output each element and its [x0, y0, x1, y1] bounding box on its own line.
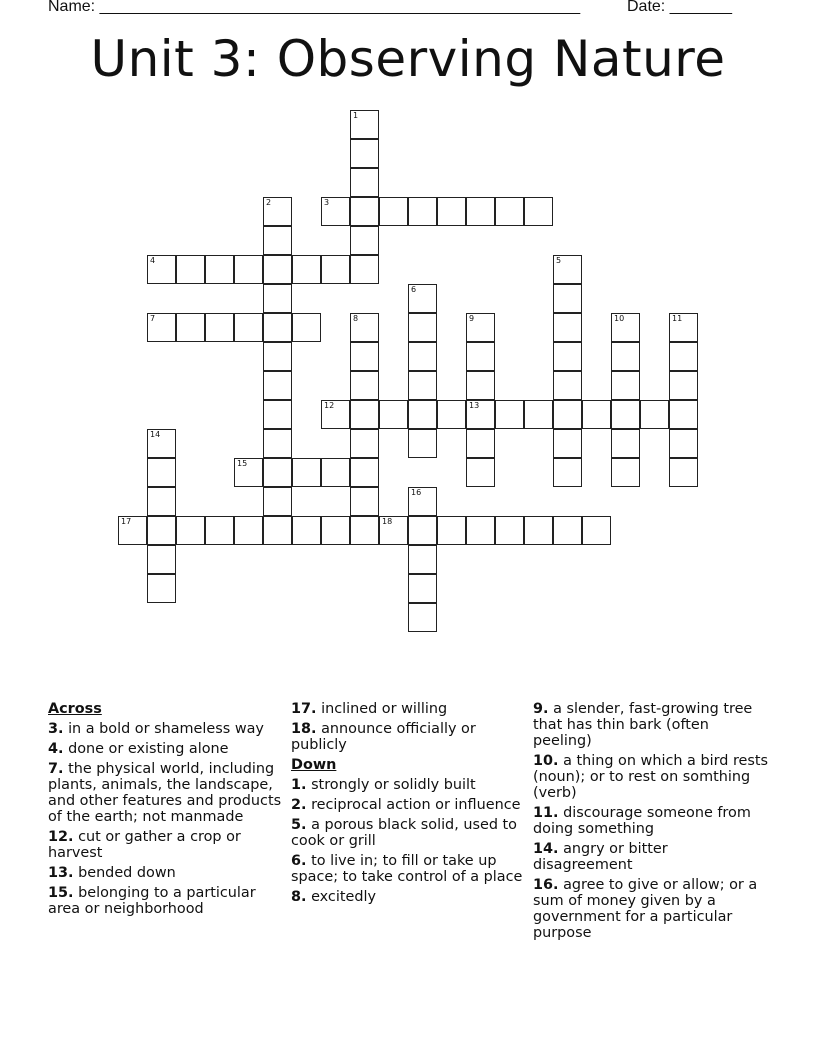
grid-cell[interactable]	[176, 516, 205, 545]
clue-number: 11.	[533, 805, 559, 821]
grid-cell[interactable]	[350, 429, 379, 458]
grid-cell[interactable]	[263, 197, 292, 226]
grid-cell[interactable]	[495, 197, 524, 226]
grid-cell[interactable]	[408, 342, 437, 371]
down-clue-10	[533, 753, 769, 801]
grid-cell[interactable]	[524, 400, 553, 429]
clue-number: 18.	[291, 721, 317, 737]
grid-cell[interactable]	[524, 516, 553, 545]
across-clue-17	[291, 701, 527, 717]
grid-cell[interactable]	[553, 313, 582, 342]
grid-cell[interactable]	[466, 429, 495, 458]
clue-text: a thing on which a bird rests (noun); or to rest on somthing (verb)	[533, 753, 769, 801]
clue-text: a slender, fast-growing tree that has thin bark (often peeling)	[533, 701, 753, 749]
grid-cell[interactable]	[669, 342, 698, 371]
clue-text: to live in; to fill or take up space; to take control of a place	[291, 853, 523, 885]
across-clue-7	[48, 761, 284, 825]
grid-cell[interactable]	[408, 574, 437, 603]
grid-cell[interactable]	[437, 400, 466, 429]
grid-cell[interactable]	[466, 313, 495, 342]
grid-cell[interactable]	[350, 458, 379, 487]
cell-number: 8	[353, 314, 359, 323]
grid-cell[interactable]	[263, 284, 292, 313]
grid-cell[interactable]	[234, 516, 263, 545]
cell-number: 3	[324, 198, 330, 207]
grid-cell[interactable]	[669, 458, 698, 487]
grid-cell[interactable]	[553, 255, 582, 284]
clue-number: 8.	[291, 889, 307, 905]
cell-number: 4	[150, 256, 156, 265]
cell-number: 7	[150, 314, 156, 323]
grid-cell[interactable]	[292, 516, 321, 545]
clue-number: 4.	[48, 741, 64, 757]
grid-cell[interactable]	[466, 458, 495, 487]
grid-cell[interactable]	[466, 516, 495, 545]
grid-cell[interactable]	[582, 516, 611, 545]
grid-cell[interactable]	[147, 429, 176, 458]
across-heading: Across	[48, 701, 102, 717]
clue-text: cut or gather a crop or harvest	[48, 829, 241, 861]
grid-cell[interactable]	[669, 371, 698, 400]
clue-number: 14.	[533, 841, 559, 857]
down-heading: Down	[291, 757, 337, 773]
clue-number: 2.	[291, 797, 307, 813]
cell-number: 2	[266, 198, 272, 207]
grid-cell[interactable]	[350, 371, 379, 400]
cell-number: 10	[614, 314, 625, 323]
grid-cell[interactable]	[350, 197, 379, 226]
clue-number: 5.	[291, 817, 307, 833]
down-clue-16	[533, 877, 769, 941]
grid-cell[interactable]	[408, 516, 437, 545]
across-clue-12	[48, 829, 284, 861]
grid-cell[interactable]	[350, 139, 379, 168]
grid-cell[interactable]	[350, 110, 379, 139]
grid-cell[interactable]	[408, 487, 437, 516]
grid-cell[interactable]	[263, 342, 292, 371]
grid-cell[interactable]	[379, 197, 408, 226]
clue-text: the physical world, including plants, animals, the landscape, and other features and products of the earth; not manmade	[48, 761, 282, 825]
grid-cell[interactable]	[234, 458, 263, 487]
grid-cell[interactable]	[466, 371, 495, 400]
grid-cell[interactable]	[263, 458, 292, 487]
grid-cell[interactable]	[437, 516, 466, 545]
down-clue-11	[533, 805, 769, 837]
grid-cell[interactable]	[379, 400, 408, 429]
clue-number: 7.	[48, 761, 64, 777]
down-clue-6	[291, 853, 527, 885]
grid-cell[interactable]	[118, 516, 147, 545]
clue-number: 9.	[533, 701, 549, 717]
grid-cell[interactable]	[147, 313, 176, 342]
across-clue-18	[291, 721, 527, 753]
clue-number: 1.	[291, 777, 307, 793]
cell-number: 6	[411, 285, 417, 294]
grid-cell[interactable]	[205, 313, 234, 342]
grid-cell[interactable]	[350, 226, 379, 255]
grid-cell[interactable]	[292, 458, 321, 487]
grid-cell[interactable]	[611, 342, 640, 371]
grid-cell[interactable]	[147, 255, 176, 284]
clue-number: 16.	[533, 877, 559, 893]
clue-number: 10.	[533, 753, 559, 769]
grid-cell[interactable]	[263, 226, 292, 255]
clue-text: reciprocal action or influence	[311, 797, 521, 813]
cell-number: 15	[237, 459, 248, 468]
down-clue-1	[291, 777, 527, 793]
grid-cell[interactable]	[408, 371, 437, 400]
cell-number: 14	[150, 430, 161, 439]
clue-number: 12.	[48, 829, 74, 845]
clue-number: 13.	[48, 865, 74, 881]
grid-cell[interactable]	[669, 313, 698, 342]
cell-number: 13	[469, 401, 480, 410]
grid-cell[interactable]	[263, 516, 292, 545]
date-field-label: Date: _______	[627, 0, 732, 15]
cell-number: 12	[324, 401, 335, 410]
grid-cell[interactable]	[263, 255, 292, 284]
grid-cell[interactable]	[176, 255, 205, 284]
grid-cell[interactable]	[611, 400, 640, 429]
clue-text: belonging to a particular area or neighborhood	[48, 885, 256, 917]
cell-number: 16	[411, 488, 422, 497]
grid-cell[interactable]	[350, 487, 379, 516]
clue-number: 6.	[291, 853, 307, 869]
grid-cell[interactable]	[350, 255, 379, 284]
grid-cell[interactable]	[553, 284, 582, 313]
grid-cell[interactable]	[234, 255, 263, 284]
grid-cell[interactable]	[234, 313, 263, 342]
clue-text: strongly or solidly built	[311, 777, 476, 793]
clue-text: bended down	[78, 865, 176, 881]
grid-cell[interactable]	[263, 400, 292, 429]
grid-cell[interactable]	[408, 545, 437, 574]
cell-number: 1	[353, 111, 359, 120]
grid-cell[interactable]	[147, 516, 176, 545]
grid-cell[interactable]	[408, 313, 437, 342]
clue-number: 3.	[48, 721, 64, 737]
grid-cell[interactable]	[263, 313, 292, 342]
grid-cell[interactable]	[408, 197, 437, 226]
grid-cell[interactable]	[350, 342, 379, 371]
down-clue-14	[533, 841, 769, 873]
clue-text: announce officially or publicly	[291, 721, 476, 753]
grid-cell[interactable]	[669, 400, 698, 429]
down-clue-2	[291, 797, 527, 813]
grid-cell[interactable]	[176, 313, 205, 342]
cell-number: 17	[121, 517, 132, 526]
grid-cell[interactable]	[669, 429, 698, 458]
clue-text: inclined or willing	[321, 701, 448, 717]
grid-cell[interactable]	[553, 429, 582, 458]
grid-cell[interactable]	[553, 516, 582, 545]
grid-cell[interactable]	[147, 574, 176, 603]
clue-text: done or existing alone	[68, 741, 229, 757]
grid-cell[interactable]	[350, 313, 379, 342]
grid-cell[interactable]	[611, 429, 640, 458]
grid-cell[interactable]	[408, 429, 437, 458]
grid-cell[interactable]	[205, 255, 234, 284]
grid-cell[interactable]	[263, 371, 292, 400]
cell-number: 5	[556, 256, 562, 265]
grid-cell[interactable]	[147, 545, 176, 574]
grid-cell[interactable]	[321, 197, 350, 226]
grid-cell[interactable]	[205, 516, 234, 545]
clue-text: in a bold or shameless way	[68, 721, 264, 737]
grid-cell[interactable]	[321, 516, 350, 545]
grid-cell[interactable]	[350, 400, 379, 429]
grid-cell[interactable]	[466, 342, 495, 371]
name-field-label: Name: ______________________________________________________	[48, 0, 581, 15]
grid-cell[interactable]	[466, 197, 495, 226]
down-clue-8	[291, 889, 527, 905]
grid-cell[interactable]	[147, 487, 176, 516]
grid-cell[interactable]	[350, 168, 379, 197]
grid-cell[interactable]	[292, 255, 321, 284]
clue-text: a porous black solid, used to cook or grill	[291, 817, 517, 849]
grid-cell[interactable]	[524, 197, 553, 226]
grid-cell[interactable]	[582, 400, 611, 429]
grid-cell[interactable]	[321, 400, 350, 429]
clue-number: 17.	[291, 701, 317, 717]
grid-cell[interactable]	[611, 313, 640, 342]
cell-number: 18	[382, 517, 393, 526]
page-title: Unit 3: Observing Nature	[90, 30, 726, 88]
grid-cell[interactable]	[350, 516, 379, 545]
cell-number: 9	[469, 314, 475, 323]
grid-cell[interactable]	[495, 516, 524, 545]
clues-column-1	[48, 701, 284, 921]
grid-cell[interactable]	[553, 342, 582, 371]
grid-cell[interactable]	[408, 400, 437, 429]
grid-cell[interactable]	[640, 400, 669, 429]
grid-cell[interactable]	[292, 313, 321, 342]
down-clue-5	[291, 817, 527, 849]
grid-cell[interactable]	[466, 400, 495, 429]
grid-cell[interactable]	[495, 400, 524, 429]
grid-cell[interactable]	[263, 429, 292, 458]
across-clue-15	[48, 885, 284, 917]
grid-cell[interactable]	[379, 516, 408, 545]
grid-cell[interactable]	[611, 458, 640, 487]
grid-cell[interactable]	[321, 458, 350, 487]
grid-cell[interactable]	[408, 603, 437, 632]
grid-cell[interactable]	[611, 371, 640, 400]
grid-cell[interactable]	[553, 371, 582, 400]
across-clue-3	[48, 721, 284, 737]
clue-text: angry or bitter disagreement	[533, 841, 668, 873]
across-clue-4	[48, 741, 284, 757]
clue-text: agree to give or allow; or a sum of money given by a government for a particular purpose	[533, 877, 758, 941]
grid-cell[interactable]	[553, 400, 582, 429]
across-clue-13	[48, 865, 284, 881]
down-clue-9	[533, 701, 769, 749]
clues-column-2	[291, 701, 527, 909]
clue-text: excitedly	[311, 889, 376, 905]
clue-text: discourage someone from doing something	[533, 805, 751, 837]
clues-column-3	[533, 701, 769, 945]
cell-number: 11	[672, 314, 683, 323]
grid-cell[interactable]	[553, 458, 582, 487]
grid-cell[interactable]	[263, 487, 292, 516]
grid-cell[interactable]	[147, 458, 176, 487]
clue-number: 15.	[48, 885, 74, 901]
grid-cell[interactable]	[321, 255, 350, 284]
grid-cell[interactable]	[408, 284, 437, 313]
grid-cell[interactable]	[437, 197, 466, 226]
